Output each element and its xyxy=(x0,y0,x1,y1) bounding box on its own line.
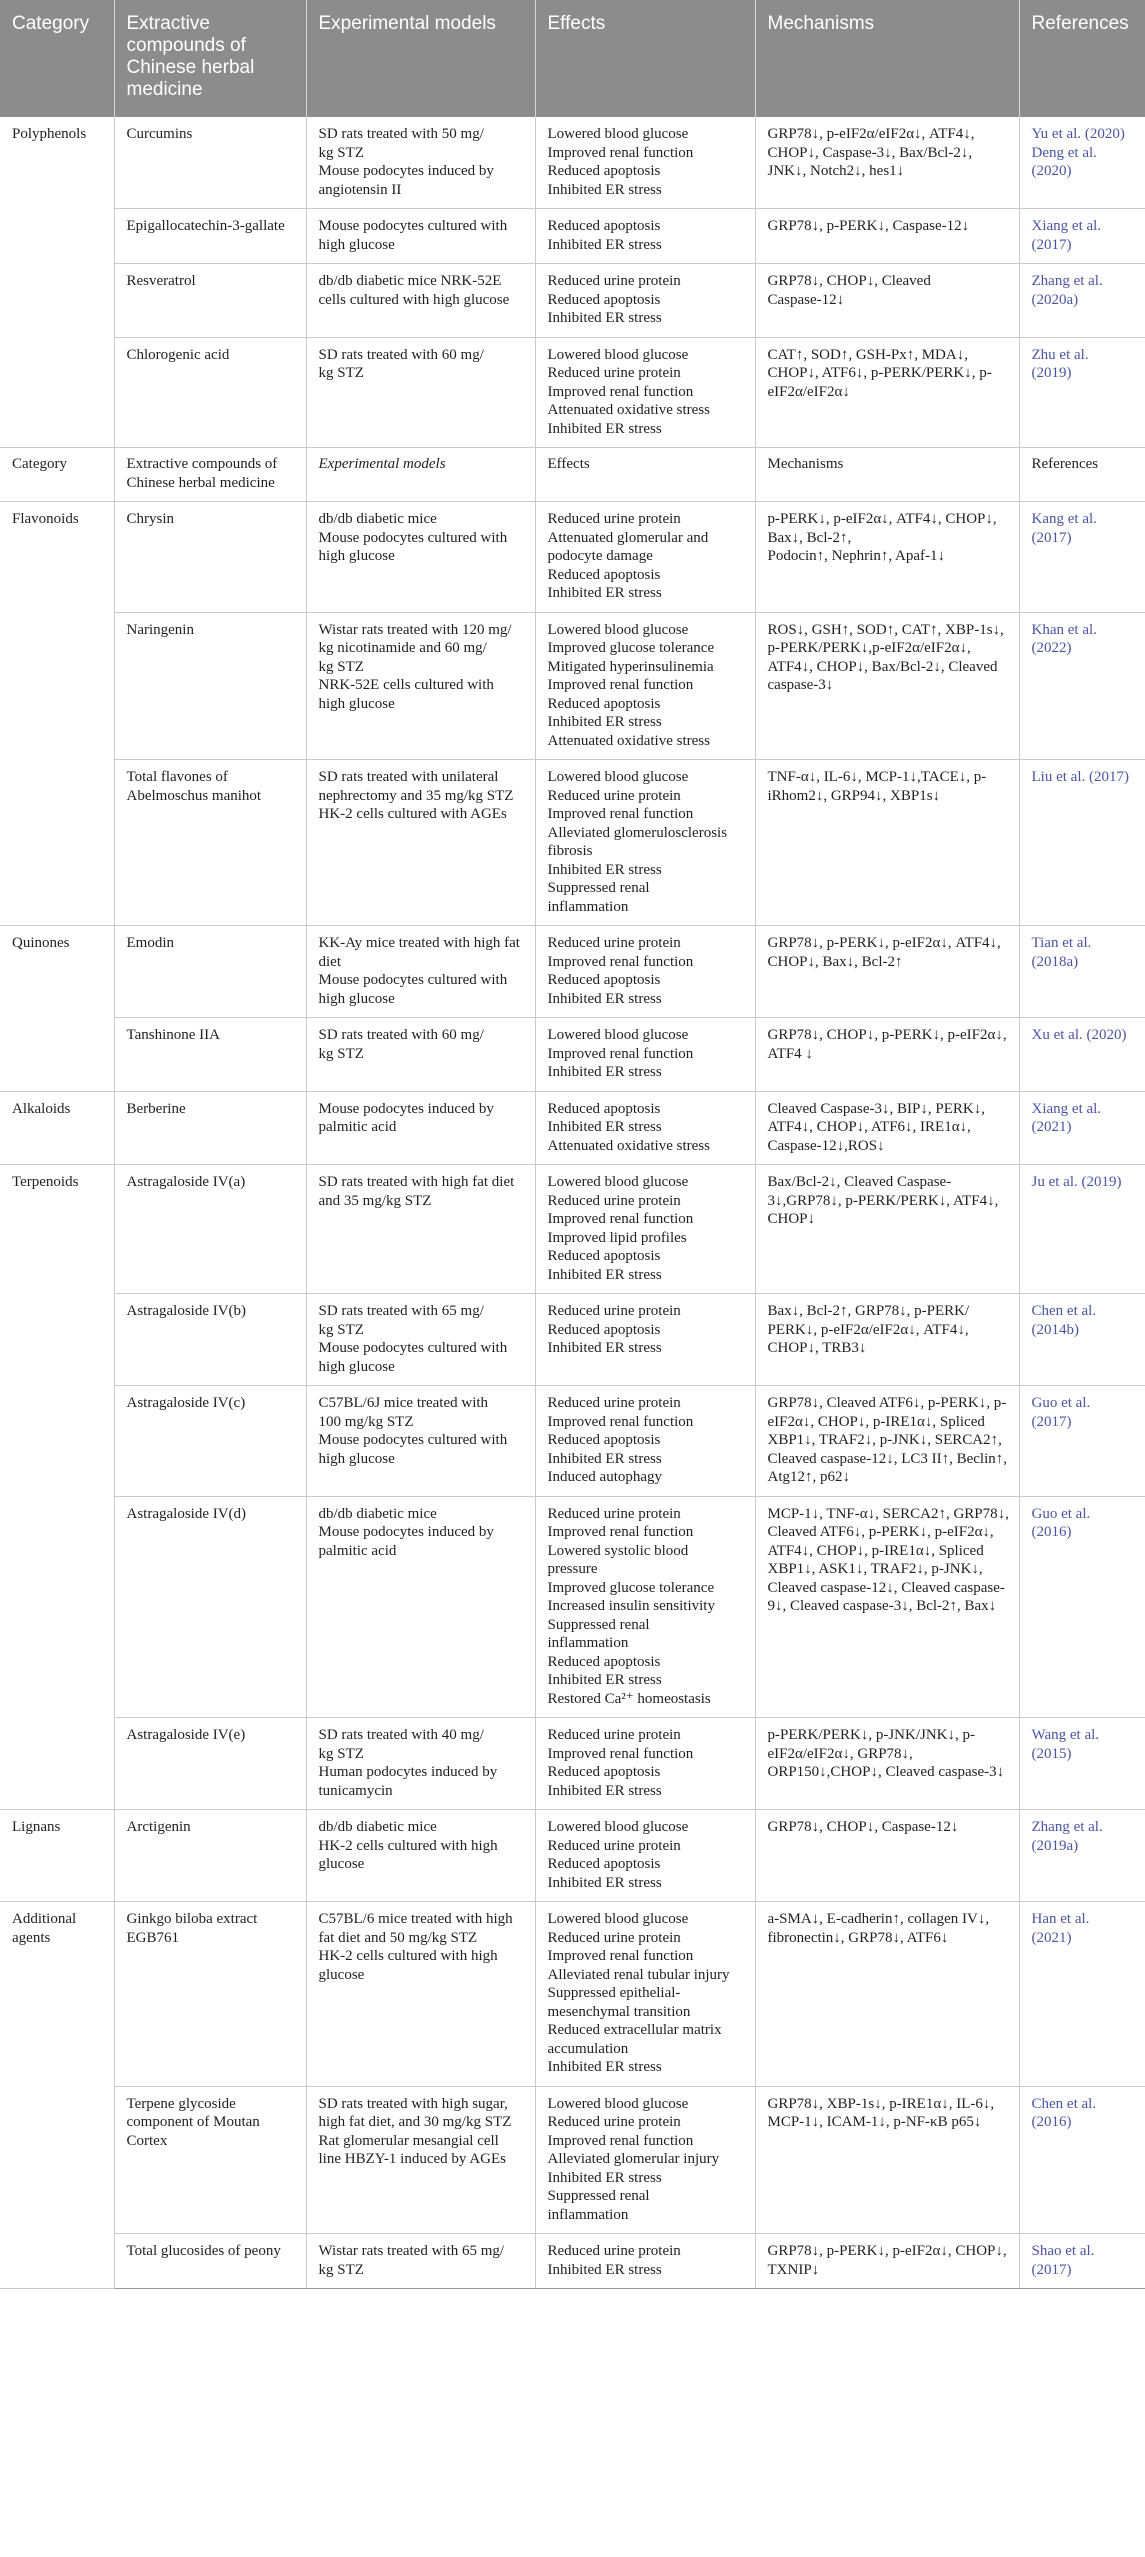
reference-link[interactable]: Zhang et al. (2019a) xyxy=(1019,1810,1145,1902)
mechanisms-cell: a-SMA↓, E-cadherin↑, collagen IV↓, fibronectin↓, GRP78↓, ATF6↓ xyxy=(755,1902,1019,2087)
compound-cell: Astragaloside IV(d) xyxy=(114,1496,306,1718)
compound-cell: Total flavones of Abelmoschus manihot xyxy=(114,760,306,926)
models-cell: SD rats treated with unilateral nephrectomy and 35 mg/kg STZ HK-2 cells cultured with AGEs xyxy=(306,760,535,926)
compound-cell: Berberine xyxy=(114,1091,306,1165)
reference-link[interactable]: Guo et al. (2017) xyxy=(1019,1386,1145,1497)
models-cell: SD rats treated with 60 mg/ kg STZ xyxy=(306,1018,535,1092)
mechanisms-cell: TNF-α↓, IL-6↓, MCP-1↓,TACE↓, p- iRhom2↓, GRP94↓, XBP1s↓ xyxy=(755,760,1019,926)
repeat-header-category: Category xyxy=(0,448,114,502)
mechanisms-cell: ROS↓, GSH↑, SOD↑, CAT↑, XBP-1s↓, p-PERK/PERK↓,p-eIF2α/eIF2α↓, ATF4↓, CHOP↓, Bax/Bcl-2↓, Cleaved caspase-3↓ xyxy=(755,612,1019,760)
mechanisms-cell: CAT↑, SOD↑, GSH-Px↑, MDA↓, CHOP↓, ATF6↓, p-PERK/PERK↓, p- eIF2α/eIF2α↓ xyxy=(755,337,1019,448)
table-row xyxy=(0,1091,1145,1165)
effects-cell: Lowered blood glucose Improved renal function Reduced apoptosis Inhibited ER stress xyxy=(535,117,755,209)
mechanisms-cell: GRP78↓, CHOP↓, Cleaved Caspase-12↓ xyxy=(755,264,1019,338)
reference-link[interactable]: Chen et al. (2014b) xyxy=(1019,1294,1145,1386)
compound-cell: Tanshinone IIA xyxy=(114,1018,306,1092)
models-cell: SD rats treated with high sugar, high fat diet, and 30 mg/kg STZ Rat glomerular mesangial cell line HBZY-1 induced by AGEs xyxy=(306,2086,535,2234)
mechanisms-cell: GRP78↓, p-PERK↓, p-eIF2α↓, ATF4↓, CHOP↓, Bax↓, Bcl-2↑ xyxy=(755,926,1019,1018)
reference-link[interactable]: Liu et al. (2017) xyxy=(1019,760,1145,926)
reference-link[interactable]: Tian et al. (2018a) xyxy=(1019,926,1145,1018)
models-cell: C57BL/6J mice treated with 100 mg/kg STZ Mouse podocytes cultured with high glucose xyxy=(306,1386,535,1497)
effects-cell: Reduced urine protein Improved renal function Reduced apoptosis Inhibited ER stress xyxy=(535,1718,755,1810)
models-cell: Mouse podocytes cultured with high glucose xyxy=(306,209,535,264)
effects-cell: Reduced apoptosis Inhibited ER stress xyxy=(535,209,755,264)
mechanisms-cell: GRP78↓, p-PERK↓, Caspase-12↓ xyxy=(755,209,1019,264)
table-row xyxy=(0,2234,1145,2289)
table-row xyxy=(0,1294,1145,1386)
models-cell: C57BL/6 mice treated with high fat diet and 50 mg/kg STZ HK-2 cells cultured with high glucose xyxy=(306,1902,535,2087)
repeated-header-row xyxy=(0,448,1145,502)
table-row xyxy=(0,209,1145,264)
category-cell: Alkaloids xyxy=(0,1091,114,1165)
table-row xyxy=(0,117,1145,209)
models-cell: SD rats treated with 50 mg/ kg STZ Mouse podocytes induced by angiotensin II xyxy=(306,117,535,209)
repeat-header-references: References xyxy=(1019,448,1145,502)
table-row xyxy=(0,502,1145,613)
effects-cell: Reduced urine protein Improved renal function Reduced apoptosis Inhibited ER stress Induced autophagy xyxy=(535,1386,755,1497)
compound-cell: Ginkgo biloba extract EGB761 xyxy=(114,1902,306,2087)
table-row xyxy=(0,1718,1145,1810)
compound-cell: Emodin xyxy=(114,926,306,1018)
table-row xyxy=(0,1165,1145,1294)
reference-link[interactable]: Khan et al. (2022) xyxy=(1019,612,1145,760)
effects-cell: Reduced urine protein Reduced apoptosis Inhibited ER stress xyxy=(535,264,755,338)
compound-cell: Astragaloside IV(b) xyxy=(114,1294,306,1386)
header-compounds: Extractive compounds of Chinese herbal medicine xyxy=(114,0,306,117)
models-cell: SD rats treated with 65 mg/ kg STZ Mouse podocytes cultured with high glucose xyxy=(306,1294,535,1386)
effects-cell: Lowered blood glucose Reduced urine protein Reduced apoptosis Inhibited ER stress xyxy=(535,1810,755,1902)
models-cell: KK-Ay mice treated with high fat diet Mouse podocytes cultured with high glucose xyxy=(306,926,535,1018)
compound-cell: Astragaloside IV(e) xyxy=(114,1718,306,1810)
mechanisms-cell: GRP78↓, p-eIF2α/eIF2α↓, ATF4↓, CHOP↓, Caspase-3↓, Bax/Bcl-2↓, JNK↓, Notch2↓, hes1↓ xyxy=(755,117,1019,209)
models-cell: db/db diabetic mice Mouse podocytes cultured with high glucose xyxy=(306,502,535,613)
table-row xyxy=(0,1810,1145,1902)
mechanisms-cell: GRP78↓, CHOP↓, p-PERK↓, p-eIF2α↓, ATF4 ↓ xyxy=(755,1018,1019,1092)
mechanisms-cell: GRP78↓, Cleaved ATF6↓, p-PERK↓, p- eIF2α↓, CHOP↓, p-IRE1α↓, Spliced XBP1↓, TRAF2↓, p-JNK↓, SERCA2↑, Cleaved caspase-12↓, LC3 II↑, Beclin↑, Atg12↑, p62↓ xyxy=(755,1386,1019,1497)
reference-link[interactable]: Xiang et al. (2017) xyxy=(1019,209,1145,264)
effects-cell: Reduced urine protein Attenuated glomerular and podocyte damage Reduced apoptosis Inhibited ER stress xyxy=(535,502,755,613)
header-references: References xyxy=(1019,0,1145,117)
models-cell: Wistar rats treated with 65 mg/ kg STZ xyxy=(306,2234,535,2289)
repeat-header-compounds: Extractive compounds of Chinese herbal medicine xyxy=(114,448,306,502)
models-cell: db/db diabetic mice HK-2 cells cultured with high glucose xyxy=(306,1810,535,1902)
effects-cell: Lowered blood glucose Reduced urine protein Improved renal function Alleviated glomerulosclerosis fibrosis Inhibited ER stress Suppressed renal inflammation xyxy=(535,760,755,926)
reference-link[interactable]: Yu et al. (2020) Deng et al. (2020) xyxy=(1019,117,1145,209)
compound-cell: Arctigenin xyxy=(114,1810,306,1902)
reference-link[interactable]: Guo et al. (2016) xyxy=(1019,1496,1145,1718)
effects-cell: Lowered blood glucose Reduced urine protein Improved renal function Alleviated glomerular injury Inhibited ER stress Suppressed renal inflammation xyxy=(535,2086,755,2234)
reference-link[interactable]: Xiang et al. (2021) xyxy=(1019,1091,1145,1165)
mechanisms-cell: Bax/Bcl-2↓, Cleaved Caspase- 3↓,GRP78↓, p-PERK/PERK↓, ATF4↓, CHOP↓ xyxy=(755,1165,1019,1294)
reference-link[interactable]: Zhang et al. (2020a) xyxy=(1019,264,1145,338)
table-row xyxy=(0,1902,1145,2087)
category-cell: Lignans xyxy=(0,1810,114,1902)
models-cell: SD rats treated with 60 mg/ kg STZ xyxy=(306,337,535,448)
category-cell: Terpenoids xyxy=(0,1165,114,1810)
effects-cell: Reduced apoptosis Inhibited ER stress Attenuated oxidative stress xyxy=(535,1091,755,1165)
models-cell: SD rats treated with 40 mg/ kg STZ Human podocytes induced by tunicamycin xyxy=(306,1718,535,1810)
reference-link[interactable]: Kang et al. (2017) xyxy=(1019,502,1145,613)
category-cell: Flavonoids xyxy=(0,502,114,926)
effects-cell: Lowered blood glucose Improved renal function Inhibited ER stress xyxy=(535,1018,755,1092)
reference-link[interactable]: Ju et al. (2019) xyxy=(1019,1165,1145,1294)
repeat-header-mechanisms: Mechanisms xyxy=(755,448,1019,502)
header-mechanisms: Mechanisms xyxy=(755,0,1019,117)
category-cell: Additional agents xyxy=(0,1902,114,2289)
reference-link[interactable]: Xu et al. (2020) xyxy=(1019,1018,1145,1092)
table-row xyxy=(0,612,1145,760)
reference-link[interactable]: Zhu et al. (2019) xyxy=(1019,337,1145,448)
mechanisms-cell: GRP78↓, CHOP↓, Caspase-12↓ xyxy=(755,1810,1019,1902)
compound-cell: Terpene glycoside component of Moutan Cortex xyxy=(114,2086,306,2234)
mechanisms-cell: p-PERK/PERK↓, p-JNK/JNK↓, p- eIF2α/eIF2α↓, GRP78↓, ORP150↓,CHOP↓, Cleaved caspase-3↓ xyxy=(755,1718,1019,1810)
compound-cell: Astragaloside IV(c) xyxy=(114,1386,306,1497)
compound-cell: Chrysin xyxy=(114,502,306,613)
header-category: Category xyxy=(0,0,114,117)
table-row xyxy=(0,1386,1145,1497)
table-row xyxy=(0,760,1145,926)
mechanisms-cell: p-PERK↓, p-eIF2α↓, ATF4↓, CHOP↓, Bax↓, Bcl-2↑, Podocin↑, Nephrin↑, Apaf-1↓ xyxy=(755,502,1019,613)
header-models: Experimental models xyxy=(306,0,535,117)
mechanisms-cell: Cleaved Caspase-3↓, BIP↓, PERK↓, ATF4↓, CHOP↓, ATF6↓, IRE1α↓, Caspase-12↓,ROS↓ xyxy=(755,1091,1019,1165)
mechanisms-cell: GRP78↓, p-PERK↓, p-eIF2α↓, CHOP↓, TXNIP↓ xyxy=(755,2234,1019,2289)
compound-cell: Total glucosides of peony xyxy=(114,2234,306,2289)
category-cell: Quinones xyxy=(0,926,114,1092)
table-row xyxy=(0,926,1145,1018)
mechanisms-cell: MCP-1↓, TNF-α↓, SERCA2↑, GRP78↓, Cleaved ATF6↓, p-PERK↓, p-eIF2α↓, ATF4↓, CHOP↓, p-IRE1α↓, Spliced XBP1↓, ASK1↓, TRAF2↓, p-JNK↓, Cleaved caspase-12↓, Cleaved caspase- 9↓, Cleaved caspase-3↓, Bcl-2↑, Bax↓ xyxy=(755,1496,1019,1718)
header-effects: Effects xyxy=(535,0,755,117)
table-row xyxy=(0,1496,1145,1718)
table-header xyxy=(0,0,1145,117)
mechanisms-cell: Bax↓, Bcl-2↑, GRP78↓, p-PERK/ PERK↓, p-eIF2α/eIF2α↓, ATF4↓, CHOP↓, TRB3↓ xyxy=(755,1294,1019,1386)
compound-cell: Epigallocatechin-3-gallate xyxy=(114,209,306,264)
effects-cell: Lowered blood glucose Reduced urine protein Improved renal function Alleviated renal tubular injury Suppressed epithelial- mesenchymal transition Reduced extracellular matrix accumulation Inhibited ER stress xyxy=(535,1902,755,2087)
effects-cell: Reduced urine protein Reduced apoptosis Inhibited ER stress xyxy=(535,1294,755,1386)
table-row xyxy=(0,337,1145,448)
compound-cell: Chlorogenic acid xyxy=(114,337,306,448)
models-cell: SD rats treated with high fat diet and 35 mg/kg STZ xyxy=(306,1165,535,1294)
effects-cell: Lowered blood glucose Improved glucose tolerance Mitigated hyperinsulinemia Improved renal function Reduced apoptosis Inhibited ER stress Attenuated oxidative stress xyxy=(535,612,755,760)
table-row xyxy=(0,1018,1145,1092)
header-row xyxy=(0,0,1145,117)
reference-link[interactable]: Wang et al. (2015) xyxy=(1019,1718,1145,1810)
mechanisms-cell: GRP78↓, XBP-1s↓, p-IRE1α↓, IL-6↓, MCP-1↓, ICAM-1↓, p-NF-κB p65↓ xyxy=(755,2086,1019,2234)
table-row xyxy=(0,264,1145,338)
repeat-header-models: Experimental models xyxy=(306,448,535,502)
repeat-header-effects: Effects xyxy=(535,448,755,502)
table-body xyxy=(0,117,1145,2289)
models-cell: db/db diabetic mice Mouse podocytes induced by palmitic acid xyxy=(306,1496,535,1718)
compound-cell: Curcumins xyxy=(114,117,306,209)
reference-link[interactable]: Han et al. (2021) xyxy=(1019,1902,1145,2087)
models-cell: db/db diabetic mice NRK-52E cells cultured with high glucose xyxy=(306,264,535,338)
effects-cell: Reduced urine protein Improved renal function Reduced apoptosis Inhibited ER stress xyxy=(535,926,755,1018)
table-row xyxy=(0,2086,1145,2234)
compound-cell: Resveratrol xyxy=(114,264,306,338)
compound-cell: Astragaloside IV(a) xyxy=(114,1165,306,1294)
effects-cell: Lowered blood glucose Reduced urine protein Improved renal function Attenuated oxidative stress Inhibited ER stress xyxy=(535,337,755,448)
reference-link[interactable]: Shao et al. (2017) xyxy=(1019,2234,1145,2289)
category-cell: Polyphenols xyxy=(0,117,114,448)
effects-cell: Reduced urine protein Improved renal function Lowered systolic blood pressure Improved glucose tolerance Increased insulin sensitivity Suppressed renal inflammation Reduced apoptosis Inhibited ER stress Restored Ca²⁺ homeostasis xyxy=(535,1496,755,1718)
models-cell: Wistar rats treated with 120 mg/ kg nicotinamide and 60 mg/ kg STZ NRK-52E cells cultured with high glucose xyxy=(306,612,535,760)
reference-link[interactable]: Chen et al. (2016) xyxy=(1019,2086,1145,2234)
effects-cell: Reduced urine protein Inhibited ER stress xyxy=(535,2234,755,2289)
models-cell: Mouse podocytes induced by palmitic acid xyxy=(306,1091,535,1165)
compound-cell: Naringenin xyxy=(114,612,306,760)
effects-cell: Lowered blood glucose Reduced urine protein Improved renal function Improved lipid profiles Reduced apoptosis Inhibited ER stress xyxy=(535,1165,755,1294)
